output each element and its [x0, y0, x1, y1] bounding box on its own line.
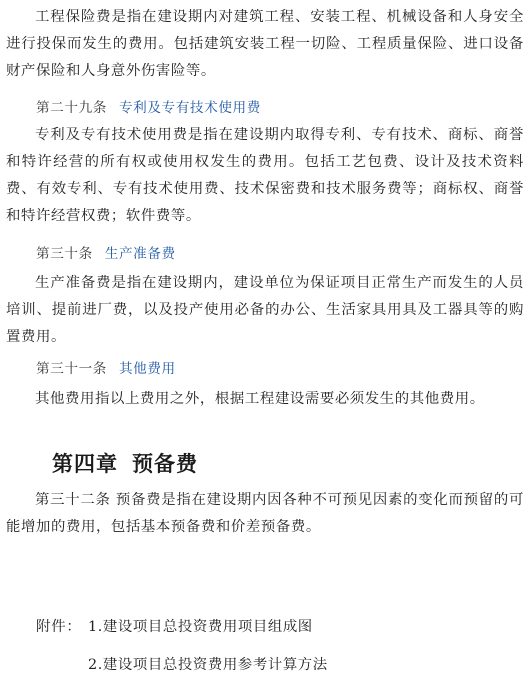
- article-30-heading: [36, 243, 176, 265]
- article-30-number: 第三十条: [36, 246, 93, 262]
- paragraph-reserve-fee: 第三十二条 预备费是指在建设期内因各种不可预见因素的变化而预留的可能增加的费用，包括基本预备费和价差预备费。: [6, 492, 524, 535]
- chapter-number: 第四章: [52, 451, 118, 476]
- chapter-title-text: 预备费: [132, 451, 198, 476]
- article-30-name: 生产准备费: [104, 246, 176, 262]
- attachment-item-2: 2.建设项目总投资费用参考计算方法: [88, 657, 328, 673]
- article-29-heading: [36, 97, 261, 119]
- attachment-item-1: 1.建设项目总投资费用项目组成图: [88, 619, 313, 635]
- paragraph-production-prep: 生产准备费是指在建设期内，建设单位为保证项目正常生产而发生的人员培训、提前进厂费，以及投产使用必备的办公、生活家具用具及工器具等的购置费用。: [6, 275, 524, 345]
- paragraph-engineering-insurance: 工程保险费是指在建设期内对建筑工程、安装工程、机械设备和人身安全进行投保而发生的费用。包括建筑安装工程一切险、工程质量保险、进口设备财产保险和人身意外伤害险等。: [6, 9, 524, 79]
- article-31-heading: [36, 358, 176, 380]
- paragraph-other-fees: 其他费用指以上费用之外，根据工程建设需要必须发生的其他费用。: [35, 391, 485, 407]
- article-29-name: 专利及专有技术使用费: [118, 100, 261, 116]
- chapter-4-heading: [52, 449, 198, 479]
- article-29-number: 第二十九条: [36, 100, 107, 116]
- article-31-number: 第三十一条: [36, 361, 107, 377]
- article-31-name: 其他费用: [118, 361, 176, 377]
- attachments-label: 附件：: [36, 619, 82, 635]
- paragraph-patent-fee: 专利及专有技术使用费是指在建设期内取得专利、专有技术、商标、商誉和特许经营的所有权或使用权发生的费用。包括工艺包费、设计及技术资料费、有效专利、专有技术使用费、技术保密费和技术服务费等；商标权、商誉和特许经营权费；软件费等。: [6, 127, 524, 224]
